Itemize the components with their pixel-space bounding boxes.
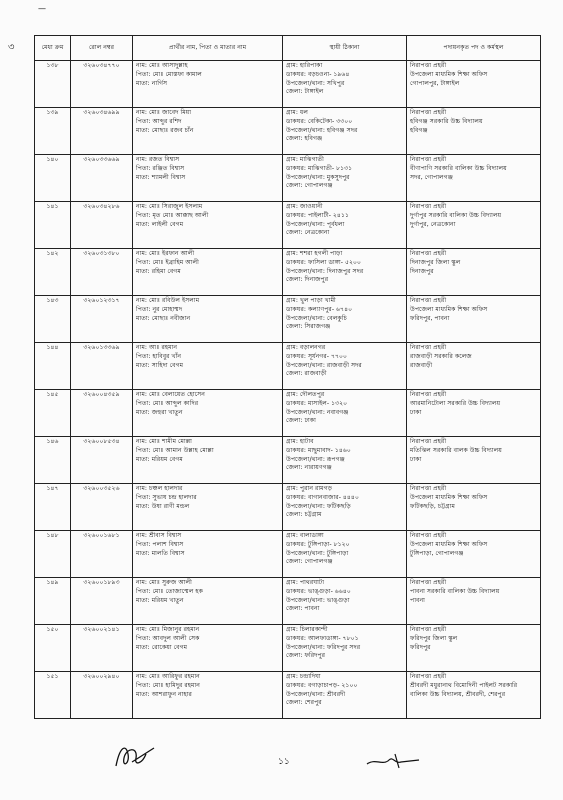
address-cell	[283, 61, 407, 108]
merit-cell: ১৪৬	[35, 437, 71, 484]
address-line: গ্রাম: দৌলতপুর	[286, 391, 325, 398]
posting-line: পাবনা	[410, 596, 425, 604]
table-row	[35, 155, 541, 202]
name-cell	[133, 390, 283, 437]
merit-cell: ১৫০	[35, 625, 71, 672]
name-cell	[133, 484, 283, 531]
posting-line: টুঙ্গিপাড়া, গোপালগঞ্জ	[410, 549, 464, 557]
header-roll: রোল নম্বর	[71, 36, 133, 61]
posting-line: হবিগঞ্জ	[410, 126, 428, 134]
posting-line: নিরাপত্তা প্রহরী	[410, 579, 447, 586]
name-cell	[133, 249, 283, 296]
address-line: ডাকঘর: পাইলাটী- ২৪১১	[286, 211, 349, 219]
table-row	[35, 202, 541, 249]
name-line: পিতা: মোঃ আমান উল্লাহ মোল্লা	[136, 446, 214, 454]
posting-cell	[407, 437, 541, 484]
name-line: নাম: মোঃ ইরফান আলী	[136, 250, 195, 257]
roll-cell: ৩২৬০১২৩১৭	[71, 296, 133, 343]
posting-line: নিরাপত্তা প্রহরী	[410, 109, 447, 116]
address-cell	[283, 484, 407, 531]
address-line: গ্রাম: শশরা হগলী পাড়া	[286, 250, 343, 257]
address-line: ডাকঘর: বড়চওনা- ১৯৬৪	[286, 70, 350, 78]
posting-line: নিরাপত্তা প্রহরী	[410, 297, 447, 304]
address-cell	[283, 390, 407, 437]
posting-line: বীণাপাণি সরকারি বালিকা উচ্চ বিদ্যালয়	[410, 164, 507, 172]
table-row	[35, 437, 541, 484]
address-cell	[283, 437, 407, 484]
name-cell	[133, 108, 283, 155]
name-line: নাম: মোঃ সুরুজ আলী	[136, 579, 192, 586]
merit-cell: ১৪০	[35, 155, 71, 202]
table-row	[35, 578, 541, 625]
roll-cell: ৩২৬০০২১৪১	[71, 625, 133, 672]
name-line: নাম: আঃ রহমান	[136, 344, 178, 351]
address-line: জেলা: চট্টগ্রাম	[286, 511, 322, 519]
address-line: গ্রাম: জাওয়ানী	[286, 203, 323, 210]
name-line: মাতা: মরিয়ম খাতুন	[136, 596, 184, 604]
table-row	[35, 249, 541, 296]
posting-cell	[407, 296, 541, 343]
name-line: মাতা: আশরাফুন নাহার	[136, 690, 192, 698]
roll-cell: ৩২৬০০৮৫৩৪	[71, 437, 133, 484]
roll-cell: ৩২৬০০১৮৯৩	[71, 578, 133, 625]
posting-line: বালিকা উচ্চ বিদ্যালয়, শ্রীবরদী, শেরপুর	[410, 690, 506, 698]
merit-cell: ১৩৮	[35, 61, 71, 108]
address-line: উপজেলা/থানা: ফরিদপুর সদর	[286, 643, 361, 651]
name-line: পিতা: হাবিবুর খাঁন	[136, 352, 182, 360]
name-cell	[133, 202, 283, 249]
name-line: নাম: মোঃ শামীম মোল্লা	[136, 438, 192, 445]
merit-cell: ১৪২	[35, 249, 71, 296]
table-row	[35, 108, 541, 155]
name-line: নাম: মোঃ রবিউল ইসলাম	[136, 297, 200, 304]
name-cell	[133, 578, 283, 625]
address-line: গ্রাম: পাথরঘাটা	[286, 579, 325, 586]
table-row	[35, 296, 541, 343]
address-line: জেলা: শেরপুর	[286, 699, 322, 707]
address-line: গ্রাম: চন্দ্রাদিঘা	[286, 673, 321, 680]
posting-line: উপজেলা মাধ্যমিক শিক্ষা অফিস	[410, 540, 488, 548]
address-line: জেলা: রাজবাড়ী	[286, 370, 327, 378]
posting-cell	[407, 578, 541, 625]
posting-line: উপজেলা মাধ্যমিক শিক্ষা অফিস	[410, 70, 488, 78]
address-line: ডাকঘর: মাছুমাবাদ- ১৪৬০	[286, 446, 351, 454]
posting-line: নিরাপত্তা প্রহরী	[410, 344, 447, 351]
posting-line: ফরিদপুর, পাবনা	[410, 314, 450, 322]
posting-line: নিরাপত্তা প্রহরী	[410, 626, 447, 633]
posting-cell	[407, 343, 541, 390]
name-line: পিতা: নুর মোহাম্মদ	[136, 305, 183, 313]
posting-line: দিনাজপুর জিলা স্কুল	[410, 258, 461, 266]
posting-cell	[407, 625, 541, 672]
posting-line: হবিগঞ্জ সরকারি উচ্চ বিদ্যালয়	[410, 117, 483, 125]
roll-cell: ৩২৬০৩৪৬৯৯	[71, 108, 133, 155]
posting-line: ফরিদপুর	[410, 643, 431, 651]
posting-line: নিরাপত্তা প্রহরী	[410, 156, 447, 163]
posting-line: গোপালপুর, টাঙ্গাইল	[410, 79, 460, 87]
posting-cell	[407, 61, 541, 108]
address-line: গ্রাম: বালাডাঙ্গা	[286, 532, 324, 539]
merit-cell: ১৪৩	[35, 296, 71, 343]
address-line: উপজেলা/থানা: সখিপুর	[286, 79, 345, 87]
name-line: মাতা: মালতি বিশ্বাস	[136, 549, 185, 557]
merit-cell: ১৪১	[35, 202, 71, 249]
page-number: ১১	[278, 757, 290, 767]
address-line: জেলা: পাবনা	[286, 605, 320, 613]
address-line: ডাকঘর: সূর্যনগর- ৭৭০০	[286, 352, 348, 360]
name-cell	[133, 531, 283, 578]
name-cell	[133, 672, 283, 719]
name-line: পিতা: রঞ্জিত বিশ্বাস	[136, 164, 185, 172]
name-line: মাতা: লাইলী বেগম	[136, 220, 184, 228]
address-line: উপজেলা/থানা: পূর্বধলা	[286, 220, 345, 228]
table-row	[35, 61, 541, 108]
name-line: নাম: মোঃ আসাদুল্লাহ	[136, 62, 188, 69]
roll-cell: ৩২৬০০৪৩৫৯	[71, 390, 133, 437]
address-line: গ্রাম: হারিপাকা	[286, 62, 323, 69]
merit-cell: ১৪৪	[35, 343, 71, 390]
posting-cell	[407, 672, 541, 719]
address-line: ডাকঘর: মাঝিগাতী- ৮১৩১	[286, 164, 353, 172]
roll-cell: ৩২৬০০২৯৪০	[71, 672, 133, 719]
name-line: মাতা: উষা রাণী মন্ডল	[136, 502, 190, 510]
posting-line: রাজবাড়ী	[410, 361, 433, 369]
name-line: পিতা: মোঃ তোজাম্মেল হক	[136, 587, 203, 595]
top-tick-mark: —	[38, 4, 46, 13]
name-cell	[133, 343, 283, 390]
merit-cell: ১৪৯	[35, 578, 71, 625]
merit-cell: ১৩৯	[35, 108, 71, 155]
header-name: প্রার্থীর নাম, পিতা ও মাতার নাম	[133, 36, 283, 61]
address-line: উপজেলা/থানা: দিনাজপুর সদর	[286, 267, 364, 275]
name-line: নাম: শ্রীবাস বিশ্বাস	[136, 532, 182, 539]
address-cell	[283, 531, 407, 578]
table-body	[35, 61, 541, 719]
posting-line: রাজবাড়ী সরকারি কলেজ	[410, 352, 472, 360]
posting-cell	[407, 108, 541, 155]
address-cell	[283, 202, 407, 249]
address-line: উপজেলা/থানা: ফটিকছড়ি	[286, 502, 351, 510]
roll-cell: ৩২৬০৩৪২৮৬	[71, 202, 133, 249]
posting-line: ফটিকছড়ি, চট্টগ্রাম	[410, 502, 455, 510]
table-row	[35, 625, 541, 672]
header-posting: পদায়নকৃত পদ ও কর্মস্থল	[407, 36, 541, 61]
address-line: উপজেলা/থানা: রূপগঞ্জ	[286, 455, 345, 463]
posting-line: ফরিদপুর জিলা স্কুল	[410, 634, 458, 642]
name-line: নাম: মোঃ সিরাজুল ইসলাম	[136, 203, 203, 210]
table-row	[35, 672, 541, 719]
roll-cell: ৩২৬০০৩৫২৬	[71, 484, 133, 531]
posting-cell	[407, 531, 541, 578]
merit-cell: ১৪৮	[35, 531, 71, 578]
address-line: ডাকঘর: কল্যাণপুর- ৬৭৪০	[286, 305, 353, 313]
posting-cell	[407, 155, 541, 202]
posting-cell	[407, 390, 541, 437]
posting-line: নিরাপত্তা প্রহরী	[410, 203, 447, 210]
posting-line: উপজেলা মাধ্যমিক শিক্ষা অফিস	[410, 493, 488, 501]
roll-cell: ৩২৬০১৩৩৬৯	[71, 343, 133, 390]
address-line: গ্রাম: ধল	[286, 109, 308, 116]
name-cell	[133, 296, 283, 343]
name-cell	[133, 61, 283, 108]
name-line: পিতা: মোঃ মোস্তফা কামাল	[136, 70, 202, 78]
address-line: জেলা: নেত্রকোনা	[286, 229, 330, 237]
table-row	[35, 484, 541, 531]
posting-line: নিরাপত্তা প্রহরী	[410, 391, 447, 398]
address-line: ডাকঘর: মাসাইল- ১৩২০	[286, 399, 348, 407]
posting-line: নিরাপত্তা প্রহরী	[410, 673, 447, 680]
name-line: নাম: রজত বিশ্বাস	[136, 156, 180, 163]
name-line: নাম: মোঃ আরিফুর রহমান	[136, 673, 200, 680]
address-line: গ্রাম: পুরান রামগড়	[286, 485, 333, 492]
posting-line: ঢাকা	[410, 455, 422, 463]
name-line: মাতা: মরিয়ম বেগম	[136, 455, 183, 463]
address-line: গ্রাম: বড়ালনগর	[286, 344, 326, 351]
posting-line: আরমানিটোলা সরকারি উচ্চ বিদ্যালয়	[410, 399, 501, 407]
name-line: মাতা: মোছাঃ নবীজান	[136, 314, 191, 322]
address-line: গ্রাম: চিলারকান্দী	[286, 626, 328, 633]
address-cell	[283, 108, 407, 155]
table-header-row	[35, 36, 541, 61]
posting-line: নিরাপত্তা প্রহরী	[410, 485, 447, 492]
address-line: উপজেলা/থানা: হবিগঞ্জ সদর	[286, 126, 358, 134]
posting-line: নিরাপত্তা প্রহরী	[410, 532, 447, 539]
name-line: নাম: মোঃ জাবেদ মিয়া	[136, 109, 192, 116]
name-line: পিতা: পলাশ বিশ্বাস	[136, 540, 184, 548]
address-line: ডাকঘর: ভাঙ্গুড়া- ৬৬৪০	[286, 587, 351, 595]
merit-cell: ১৪৫	[35, 390, 71, 437]
posting-line: দুর্গাপুর, নেত্রকোনা	[410, 220, 456, 228]
address-line: উপজেলা/থানা: মুকসুদপুর	[286, 173, 350, 181]
name-line: পিতা: মৃত মোঃ আক্কাছ আলী	[136, 211, 209, 219]
address-line: জেলা: গোপালগঞ্জ	[286, 558, 333, 566]
address-line: জেলা: দিনাজপুর	[286, 276, 329, 284]
address-line: উপজেলা/থানা: শ্রীবরদী	[286, 690, 346, 698]
address-line: গ্রাম: মাঝিগাতী	[286, 156, 324, 163]
name-line: নাম: চঞ্চল হালদার	[136, 485, 183, 492]
address-cell	[283, 155, 407, 202]
posting-line: মতিঝিল সরকারি বালক উচ্চ বিদ্যালয়	[410, 446, 502, 454]
address-line: জেলা: ঢাকা	[286, 417, 316, 425]
name-line: পিতা: মোঃ হামিদুর রহমান	[136, 681, 200, 689]
table-row	[35, 343, 541, 390]
address-line: জেলা: গোপালগঞ্জ	[286, 182, 333, 190]
address-cell	[283, 249, 407, 296]
table-row	[35, 531, 541, 578]
address-line: জেলা: সিরাজগঞ্জ	[286, 323, 331, 331]
signature-left	[112, 740, 158, 772]
table-row	[35, 390, 541, 437]
merit-cell: ১৪৭	[35, 484, 71, 531]
appointment-table	[34, 35, 541, 719]
address-line: জেলা: টাঙ্গাইল	[286, 88, 324, 96]
posting-line: সদর, গোপালগঞ্জ	[410, 173, 453, 181]
name-cell	[133, 437, 283, 484]
posting-line: ঢাকা	[410, 408, 422, 416]
address-line: জেলা: হবিগঞ্জ	[286, 135, 323, 143]
name-line: পিতা: সুভাষ চন্দ্র হালদার	[136, 493, 197, 501]
address-cell	[283, 296, 407, 343]
posting-line: নিরাপত্তা প্রহরী	[410, 250, 447, 257]
address-cell	[283, 343, 407, 390]
name-line: মাতা: জহুরা খাতুন	[136, 408, 183, 416]
address-cell	[283, 578, 407, 625]
name-line: পিতা: মোঃ আব্দুল কাদির	[136, 399, 199, 407]
merit-cell: ১৫১	[35, 672, 71, 719]
address-line: ডাকঘর: বগাড়াচাপড়- ২১০০	[286, 681, 358, 689]
address-line: ডাকঘর: বেকিটেকা- ৩৩০০	[286, 117, 353, 125]
header-address: স্থায়ী ঠিকানা	[283, 36, 407, 61]
name-line: মাতা: রহিমা বেগম	[136, 267, 181, 275]
corner-mark: ৩	[8, 42, 15, 53]
address-line: ডাকঘর: ফাসিলা ডাঙ্গা- ৫২০০	[286, 258, 362, 266]
name-line: পিতা: আবদুল আলী সেক	[136, 634, 200, 642]
roll-cell: ৩২৬০০১৬৮১	[71, 531, 133, 578]
address-line: উপজেলা/থানা: নবাবগঞ্জ	[286, 408, 349, 416]
posting-line: উপজেলা মাধ্যমিক শিক্ষা অফিস	[410, 305, 488, 313]
header-merit: মেধা ক্রম	[35, 36, 71, 61]
address-line: ডাকঘর: টুঙ্গিপাড়া- ৮১২০	[286, 540, 350, 548]
name-line: মাতা: মোছাঃ রজব চাঁন	[136, 126, 194, 134]
signature-right	[365, 750, 421, 772]
address-cell	[283, 672, 407, 719]
name-cell	[133, 625, 283, 672]
name-line: মাতা: রোকেয়া বেগম	[136, 643, 188, 651]
posting-line: নিরাপত্তা প্রহরী	[410, 438, 447, 445]
address-cell	[283, 625, 407, 672]
name-line: পিতা: আব্দুর রশিদ	[136, 117, 182, 125]
posting-line: শ্রীবরদী মধুরানাথ বিমোদিনী পাইলট সরকারি	[410, 681, 518, 689]
posting-line: নিরাপত্তা প্রহরী	[410, 62, 447, 69]
address-line: উপজেলা/থানা: ভাঙ্গুড়া	[286, 596, 350, 604]
address-line: গ্রাম: হাটাব	[286, 438, 314, 445]
address-line: উপজেলা/থানা: বেলকুচি	[286, 314, 347, 322]
address-line: জেলা: ফরিদপুর	[286, 652, 326, 660]
posting-line: দুর্গাপুর সরকারি বালিকা উচ্চ বিদ্যালয়	[410, 211, 502, 219]
name-line: মাতা: নার্গিস	[136, 79, 168, 87]
address-line: ডাকঘর: বাগানবাজার- ৪৪৪০	[286, 493, 359, 501]
name-cell	[133, 155, 283, 202]
posting-line: পাবনা সরকারি বালিকা উচ্চ বিদ্যালয়	[410, 587, 500, 595]
roll-cell: ৩২৬০৩৪৭৭০	[71, 61, 133, 108]
address-line: জেলা: নারায়ণগঞ্জ	[286, 464, 332, 472]
roll-cell: ৩২৬০৩৩৬৬৯	[71, 155, 133, 202]
name-line: মাতা: শ্যামলী বিশ্বাস	[136, 173, 186, 181]
name-line: মাতা: সাহিদা বেগম	[136, 361, 184, 369]
posting-cell	[407, 484, 541, 531]
posting-cell	[407, 202, 541, 249]
name-line: নাম: মোঃ মিজানুর রহমান	[136, 626, 200, 633]
address-line: ডাকঘর: আলফাডাঙ্গা- ৭৮০১	[286, 634, 359, 642]
address-line: উপজেলা/থানা: টুঙ্গিপাড়া	[286, 549, 349, 557]
address-line: উপজেলা/থানা: রাজবাড়ী সদর	[286, 361, 362, 369]
name-line: পিতা: মোঃ ইব্রাহিম আলী	[136, 258, 199, 266]
roll-cell: ৩২৬০৩১৩৮০	[71, 249, 133, 296]
posting-line: দিনাজপুর	[410, 267, 434, 275]
name-line: নাম: মোঃ বেলায়েত হোসেন	[136, 391, 205, 398]
address-line: গ্রাম: খুল পাড়া খামী	[286, 297, 336, 304]
posting-cell	[407, 249, 541, 296]
